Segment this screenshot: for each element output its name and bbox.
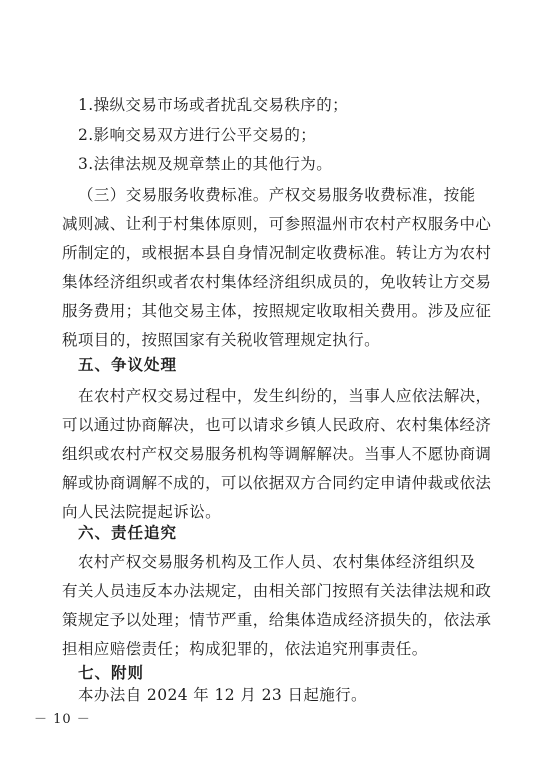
list-item-3: 3.法律法规及规章禁止的其他行为。: [78, 155, 333, 173]
section-heading-supplementary: 七、附则: [78, 664, 145, 682]
dispute-paragraph-line: 组织或农村产权交易服务机构等调解解决。当事人不愿协商调: [62, 445, 492, 463]
liability-paragraph-line: 担相应赔偿责任；构成犯罪的，依法追究刑事责任。: [62, 640, 428, 658]
fee-paragraph-line: 服务费用；其他交易主体，按照规定收取相关费用。涉及应征: [62, 302, 492, 320]
page-number: － 10 －: [34, 712, 91, 727]
fee-paragraph-line: 集体经济组织或者农村集体经济组织成员的，免收转让方交易: [62, 273, 492, 291]
liability-paragraph-line: 有关人员违反本办法规定，由相关部门按照有关法律法规和政: [62, 582, 492, 600]
section-heading-liability: 六、责任追究: [78, 524, 178, 542]
fee-paragraph-line: 所制定的，或根据本县自身情况制定收费标准。转让方为农村: [62, 244, 492, 262]
list-item-2: 2.影响交易双方进行公平交易的；: [78, 126, 317, 144]
fee-paragraph-line: 减则减、让利于村集体原则，可参照温州市农村产权服务中心: [62, 215, 492, 233]
liability-paragraph-line: 农村产权交易服务机构及工作人员、农村集体经济组织及: [78, 553, 476, 571]
fee-paragraph-line: 税项目的，按照国家有关税收管理规定执行。: [62, 331, 381, 349]
section-heading-dispute: 五、争议处理: [78, 356, 178, 374]
supplementary-paragraph-line: 本办法自 2024 年 12 月 23 日起施行。: [78, 686, 367, 704]
fee-paragraph-line: （三）交易服务收费标准。产权交易服务收费标准，按能: [78, 186, 476, 204]
dispute-paragraph-line: 向人民法院提起诉讼。: [62, 503, 222, 521]
liability-paragraph-line: 策规定予以处理；情节严重，给集体造成经济损失的，依法承: [62, 611, 492, 629]
dispute-paragraph-line: 可以通过协商解决，也可以请求乡镇人民政府、农村集体经济: [62, 416, 492, 434]
list-item-1: 1.操纵交易市场或者扰乱交易秩序的；: [78, 96, 348, 114]
dispute-paragraph-line: 解或协商调解不成的，可以依据双方合同约定申请仲裁或依法: [62, 474, 492, 492]
dispute-paragraph-line: 在农村产权交易过程中，发生纠纷的，当事人应依法解决，: [78, 387, 492, 405]
